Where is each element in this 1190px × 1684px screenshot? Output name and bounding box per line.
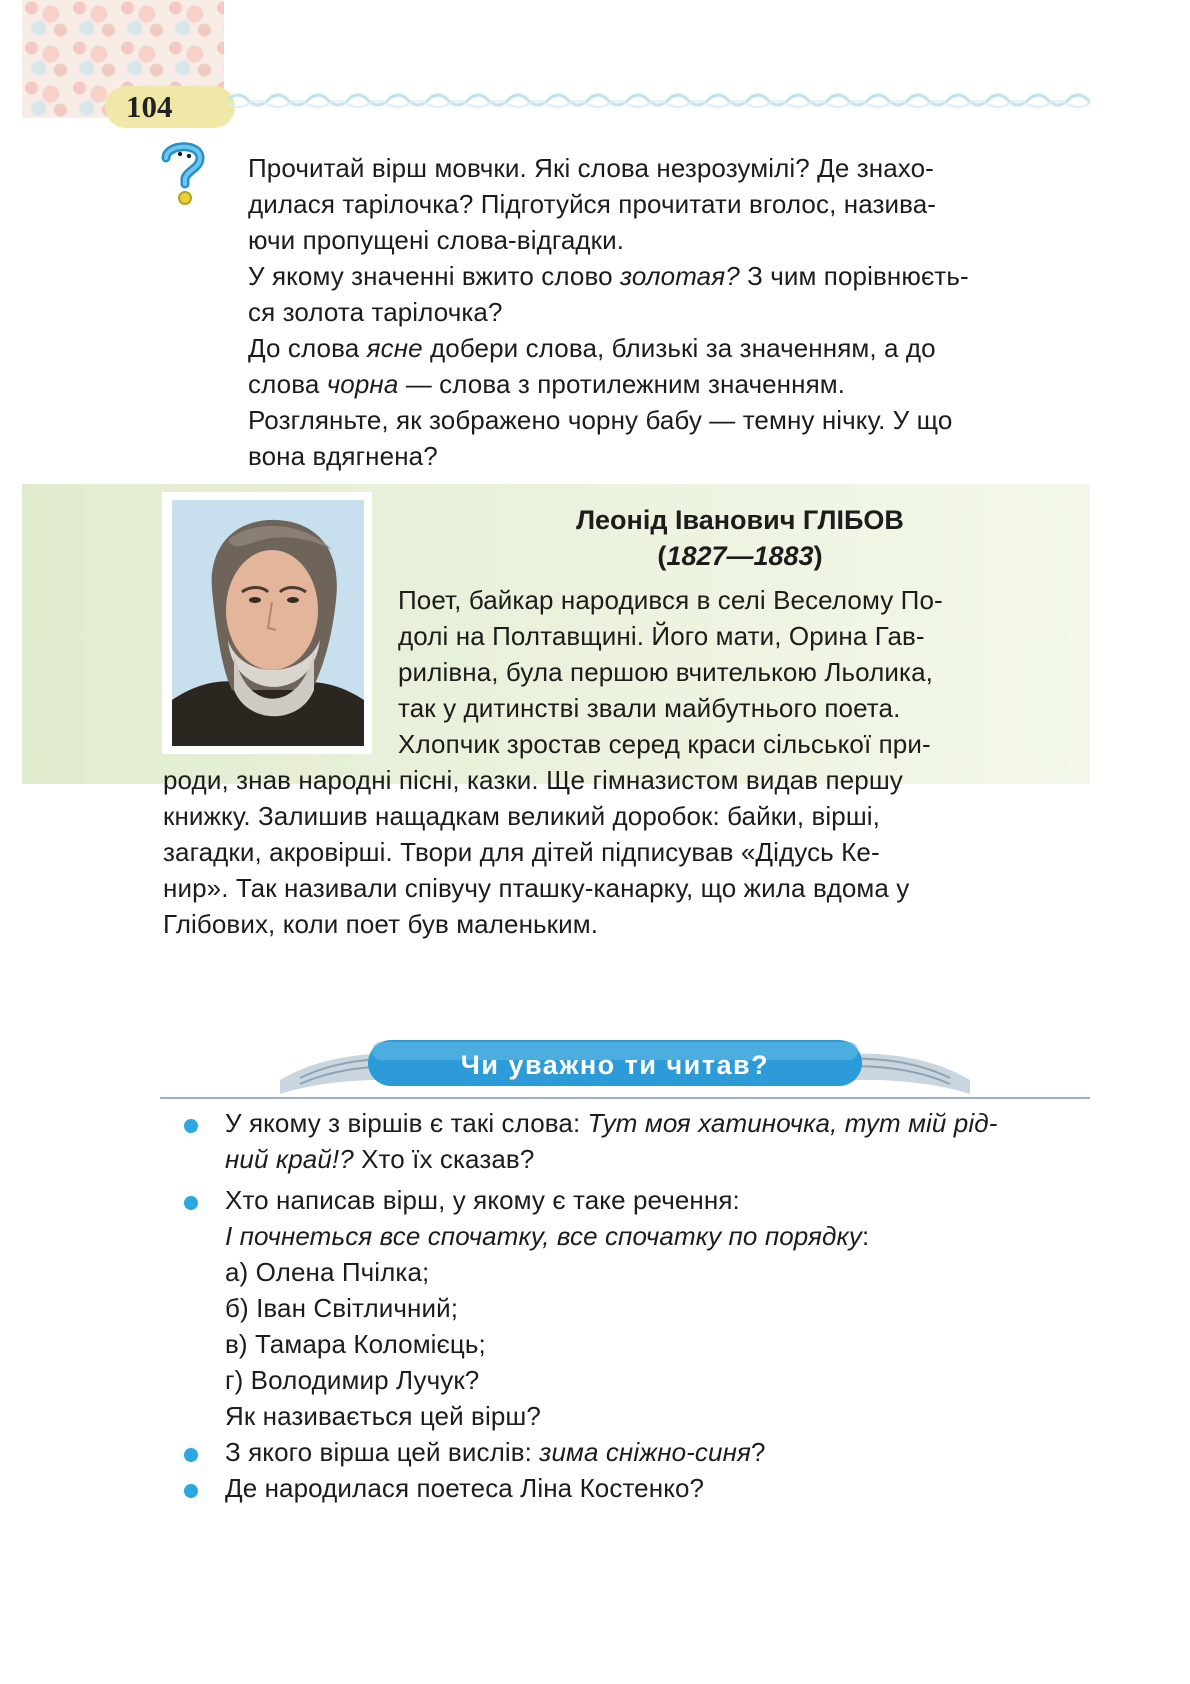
intro-q2-line-1: У якому значенні вжито слово золотая? З чим порівнюєть- — [248, 261, 969, 291]
quiz-q2-option-b: б) Іван Світличний; — [225, 1293, 459, 1323]
bio-line-6: роди, знав народні пісні, казки. Ще гімназистом видав першу — [163, 765, 903, 795]
bullet-3 — [184, 1448, 198, 1462]
quiz-q2-option-c: в) Тамара Коломієць; — [225, 1329, 486, 1359]
bullet-4 — [184, 1484, 198, 1498]
quiz-q2-line-1: Хто написав вірш, у якому є таке речення: — [225, 1185, 740, 1215]
quiz-q1-line-2: ний край!? Хто їх сказав? — [225, 1144, 535, 1174]
intro-q4-line-1: Розгляньте, як зображено чорну бабу — темну нічку. У що — [248, 405, 953, 435]
page-number: 104 — [126, 89, 173, 124]
bio-line-10: Глібових, коли поет був маленьким. — [163, 909, 599, 939]
quiz-q2-followup: Як називається цей вірш? — [225, 1401, 541, 1431]
quiz-banner — [160, 1020, 1090, 1100]
question-mark-icon — [158, 140, 208, 206]
bio-line-1: Поет, байкар народився в селі Веселому По- — [398, 585, 943, 615]
bio-line-4: так у дитинстві звали майбутнього поета. — [398, 693, 901, 723]
quiz-q1-line-1: У якому з віршів є такі слова: Тут моя хатиночка, тут мій рід- — [225, 1108, 998, 1138]
intro-line-2: дилася тарілочка? Підготуйся прочитати вголос, назива- — [248, 189, 937, 219]
bio-line-9: нир». Так називали співучу пташку-канарку, що жила вдома у — [163, 873, 910, 903]
quiz-q4: Де народилася поетеса Ліна Костенко? — [225, 1473, 705, 1503]
intro-q3-line-1: До слова ясне добери слова, близькі за значенням, а до — [248, 333, 936, 363]
quiz-q2-option-d: г) Володимир Лучук? — [225, 1365, 480, 1395]
bio-years: (1827—1883) — [657, 541, 823, 571]
bullet-2 — [184, 1196, 198, 1210]
bio-name: Леонід Іванович ГЛІБОВ — [576, 505, 904, 535]
quiz-q3: З якого вірша цей вислів: зима сніжно-синя? — [225, 1437, 766, 1467]
bio-line-7: книжку. Залишив нащадкам великий доробок: байки, вірші, — [163, 801, 880, 831]
bio-line-5: Хлопчик зростав серед краси сільської при- — [398, 729, 931, 759]
intro-q4-line-2: вона вдягнена? — [248, 441, 438, 471]
bullet-1 — [184, 1119, 198, 1133]
wave-divider — [228, 88, 1090, 112]
intro-line-3: ючи пропущені слова-відгадки. — [248, 225, 625, 255]
portrait-icon — [172, 500, 364, 746]
bio-line-8: загадки, акровірші. Твори для дітей підписував «Дідусь Ке- — [163, 837, 880, 867]
bio-line-2: долі на Полтавщині. Його мати, Орина Гав- — [398, 621, 925, 651]
quiz-banner-title: Чи уважно ти читав? — [460, 1050, 770, 1080]
intro-line-1: Прочитай вірш мовчки. Які слова незрозумілі? Де знахо- — [248, 153, 934, 183]
quiz-q2-option-a: а) Олена Пчілка; — [225, 1257, 430, 1287]
bio-line-3: рилівна, була першою вчителькою Льолика, — [398, 657, 933, 687]
intro-q2-line-2: ся золота тарілочка? — [248, 297, 503, 327]
quiz-q2-quote: І почнеться все спочатку, все спочатку по порядку: — [225, 1221, 870, 1251]
intro-q3-line-2: слова чорна — слова з протилежним значенням. — [248, 369, 846, 399]
